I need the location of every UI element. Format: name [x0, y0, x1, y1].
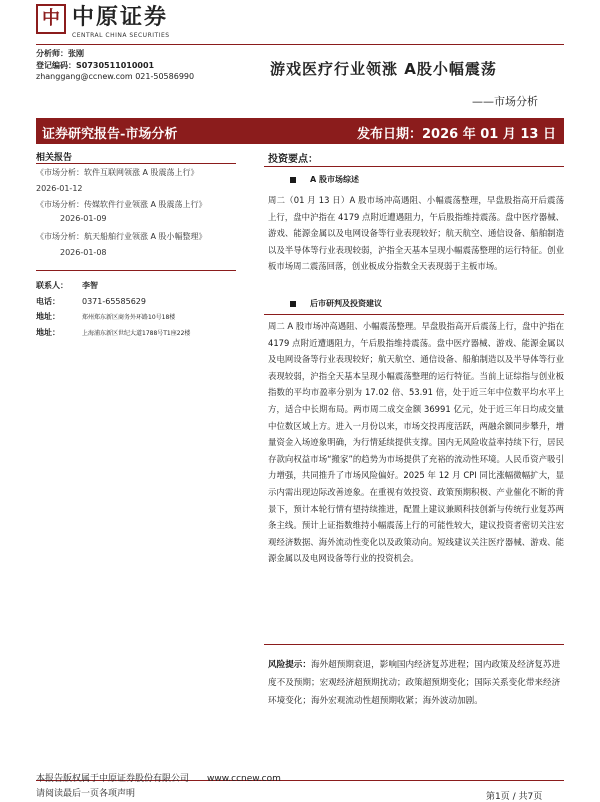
contact-address-zhengzhou [36, 311, 175, 322]
registration-line [36, 60, 154, 71]
contact-rule [36, 270, 236, 271]
related-report-date: 2026-01-09 [60, 214, 107, 223]
section-heading-text: A 股市场综述 [310, 175, 359, 184]
investment-points-title: 投资要点： [268, 154, 318, 165]
related-reports-rule [36, 163, 236, 164]
copyright-line: 本报告版权属于中原证券股份有限公司 www.ccnew.com [36, 774, 281, 784]
report-type: 证券研究报告-市场分析 [42, 127, 178, 142]
analyst-line [36, 48, 84, 59]
related-report-title[interactable]: 《市场分析：航天船舶行业领涨 A 股小幅整理》 [36, 232, 207, 241]
related-report-item[interactable] [36, 166, 236, 196]
contact-address-shanghai [36, 327, 190, 338]
registration-number: S0730511010001 [76, 61, 155, 70]
market-review-paragraph: 周二（01 月 13 日）A 股市场冲高遇阻、小幅震荡整理，早盘股指高开后震荡上行，盘中沪指在 4179 点附近遭遇阻力，午后股指维持震荡。盘中医疗器械、游戏、能源金属以及电网设备等行业表现较好；航天航空、通信设备、船舶制造以及半导体等行业表现较弱，沪指全天基本呈现小幅震荡整理的运行特征。创业板市场周二震荡回落，创业板成分指数全天表现弱于主板市场。 [268, 195, 564, 272]
related-report-title[interactable]: 《市场分析：软件互联网领涨 A 股震荡上行》 [36, 168, 199, 177]
related-report-item[interactable] [36, 230, 236, 257]
related-reports-title: 相关报告 [36, 153, 73, 163]
risk-rule [264, 644, 564, 645]
risk-warning [268, 656, 564, 710]
investment-points-rule [264, 166, 564, 167]
section-heading-market-review [290, 174, 359, 185]
related-report-date: 2026-01-08 [60, 248, 107, 257]
page-number: 第1页 / 共7页 [486, 792, 543, 802]
registration-label: 登记编码： [36, 61, 76, 70]
header-rule [36, 44, 564, 45]
outlook-rule [264, 314, 564, 315]
logo-mark: 中 [36, 4, 66, 34]
section-heading-outlook [290, 298, 382, 309]
analyst-name: 张刚 [68, 49, 84, 58]
report-subtitle: ——市场分析 [472, 95, 538, 108]
disclaimer-note: 请阅读最后一页各项声明 [36, 789, 136, 799]
contact-address-value: 郑州郑东新区商务外环路10号18楼 [82, 314, 176, 321]
contact-phone-number: 0371-65585629 [82, 297, 146, 306]
contact-address-value: 上海浦东新区世纪大道1788号T1座22楼 [82, 330, 191, 337]
related-report-title[interactable]: 《市场分析：传媒软件行业领涨 A 股震荡上行》 [36, 200, 207, 209]
contact-phone-label: 电话： [36, 297, 60, 306]
risk-label: 风险提示： [268, 660, 311, 670]
contact-address-label: 地址： [36, 312, 60, 321]
contact-phone [36, 296, 146, 307]
report-banner [36, 118, 564, 144]
section-heading-text: 后市研判及投资建议 [310, 299, 382, 308]
report-title: 游戏医疗行业领涨 A股小幅震荡 [270, 60, 497, 78]
publish-date: 发布日期：2026 年 01 月 13 日 [357, 127, 556, 142]
contact-address-label: 地址： [36, 328, 60, 337]
analyst-contact: zhanggang@ccnew.com 021-50586990 [36, 72, 195, 81]
logo-chinese-name: 中原证券 [72, 5, 169, 30]
contact-person-label: 联系人： [36, 281, 68, 290]
related-report-date: 2026-01-12 [36, 184, 83, 193]
outlook-paragraph: 周二 A 股市场冲高遇阻、小幅震荡整理。早盘股指高开后震荡上行，盘中沪指在 4179 点附近遭遇阻力，午后股指维持震荡。盘中医疗器械、游戏、能源金属以及电网设备等行业表现较好；航天航空、通信设备、船舶制造以及半导体等行业表现较弱，沪指全天基本呈现小幅震荡整理的运行特征。当前上证综指与创业板指数的平均市盈率分别为 17.02 倍、53.91 倍，处于近三年中位数平均水平上方，适合中长期布局。两市周二成交金额 36991 亿元，处于近三年日均成交量中位数区域上方。进入一月份以来，市场交投再度活跃，两融余额同步攀升，增量资金入场迹象明确，为行情延续提供支撑。国内无风险收益率持续下行，居民存款向权益市场“搬家”的趋势为市场提供了充裕的流动性环境。人民币资产吸引力增强，共同推升了市场风险偏好。2025 年 12 月 CPI 同比涨幅微幅扩大，显示内需出现边际改善迹象。在重视有效投资、政策预期积极、产业催化不断的背景下，预计本轮行情有望持续推进，配置上建议兼顾科技创新与传统行业复苏两条主线。预计上证指数维持小幅震荡上行的可能性较大，建议投资者密切关注宏观经济数据、海外流动性变化以及政策动向。短线建议关注医疗器械、游戏、能源金属以及电网设备等行业的投资机会。 [268, 321, 564, 564]
related-report-item[interactable] [36, 198, 236, 223]
contact-person-name: 李智 [82, 281, 98, 290]
square-bullet-icon [290, 301, 296, 307]
contact-person [36, 280, 128, 291]
company-logo [36, 4, 196, 46]
logo-english-name: CENTRAL CHINA SECURITIES [72, 32, 170, 39]
risk-text: 海外超预期衰退，影响国内经济复苏进程；国内政策及经济复苏进度不及预期；宏观经济超预期扰动；政策超预期变化；国际关系变化带来经济环境变化；海外宏观流动性超预期收紧；海外波动加剧。 [268, 660, 561, 706]
analyst-label: 分析师： [36, 49, 68, 58]
square-bullet-icon [290, 177, 296, 183]
